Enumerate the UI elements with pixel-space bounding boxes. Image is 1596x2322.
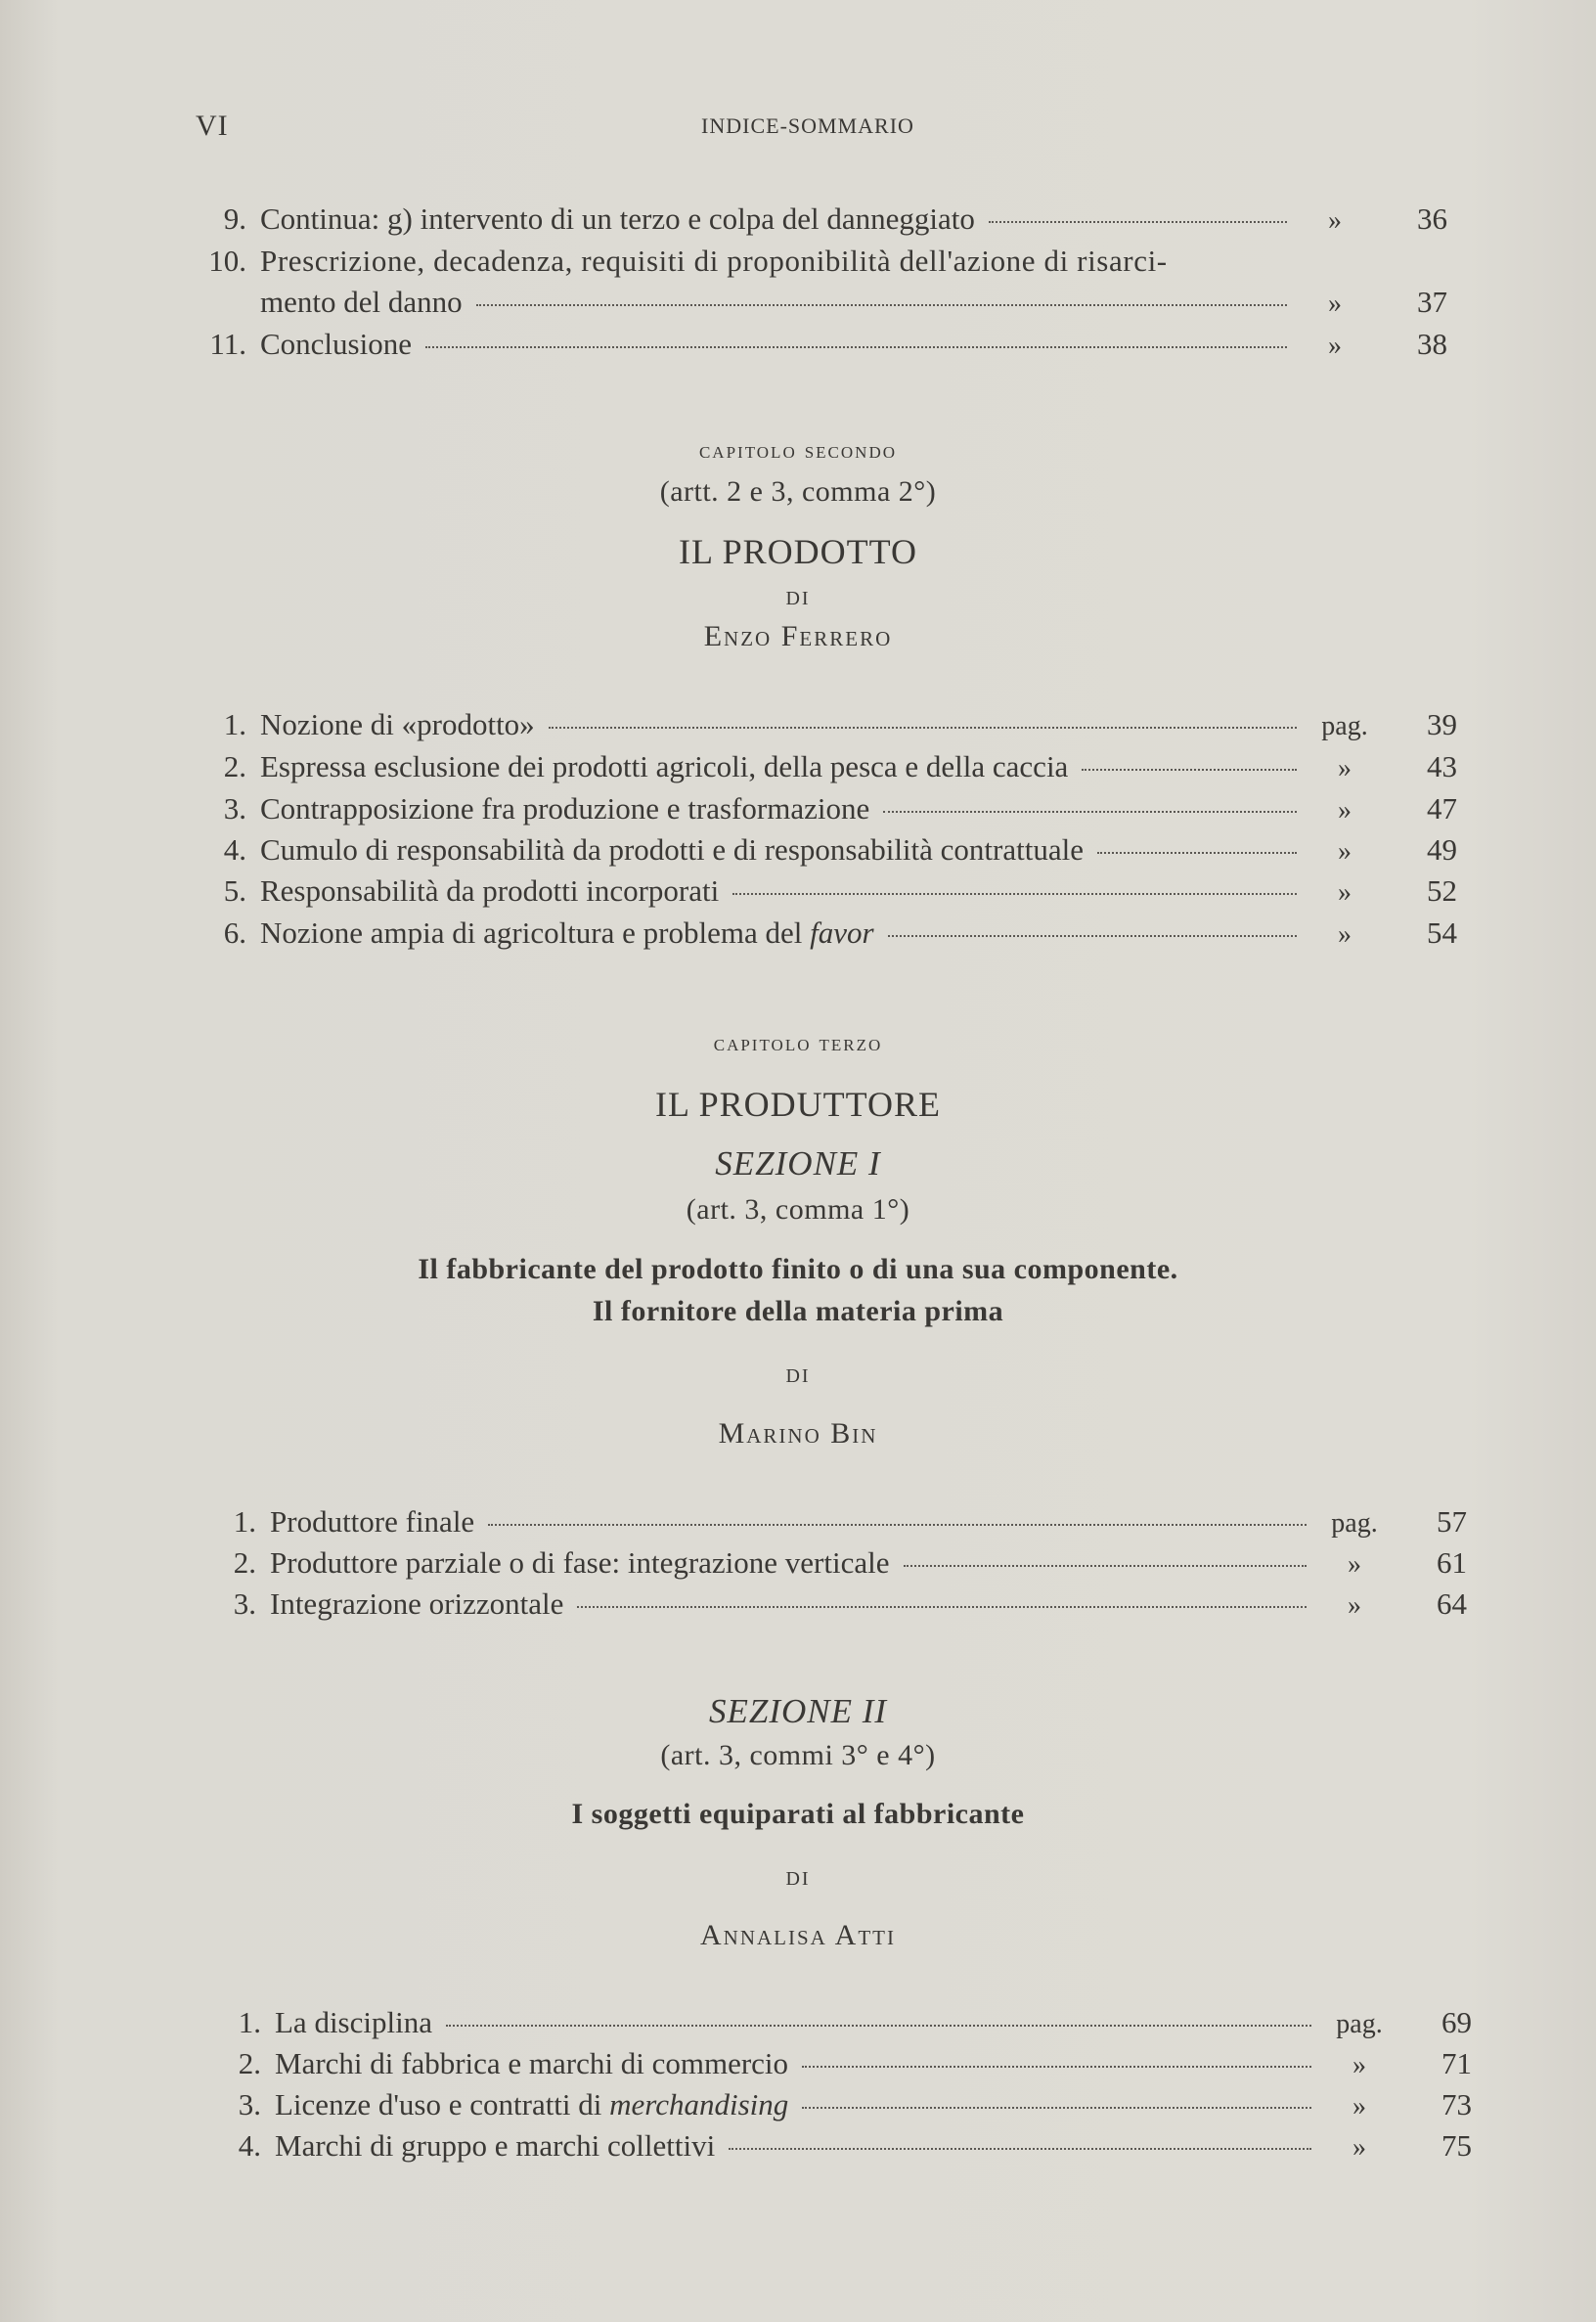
section-articles: (art. 3, comma 1°) [686, 1193, 910, 1226]
entry-number: 2. [233, 1545, 256, 1580]
entry-number: 3. [233, 1586, 256, 1621]
toc-entry [196, 873, 1457, 916]
entry-ref: » [1338, 836, 1352, 867]
entry-number: 1. [233, 1504, 256, 1539]
dot-leader [729, 2148, 1311, 2150]
entry-page: 39 [1427, 707, 1457, 741]
entry-ref: » [1348, 1549, 1361, 1580]
dot-leader [446, 2025, 1311, 2027]
entry-page: 64 [1437, 1586, 1467, 1621]
dot-leader [802, 2107, 1311, 2109]
entry-title: Nozione ampia di agricoltura e problema del favor [260, 915, 874, 950]
entry-title: Contrapposizione fra produzione e trasformazione [260, 791, 870, 826]
toc-entry-continuation [196, 285, 1447, 328]
running-head [0, 110, 1596, 149]
toc-entry [205, 1586, 1467, 1630]
chapter-label: capitolo secondo [698, 438, 898, 464]
section-subtitle: Il fornitore della materia prima [592, 1295, 1004, 1327]
entry-number: 1. [238, 2005, 261, 2039]
entry-number: 6. [223, 915, 246, 950]
section-subtitle: Il fabbricante del prodotto finito o di una sua componente. [418, 1253, 1178, 1285]
entry-number: 11. [209, 327, 246, 361]
entry-title: Espressa esclusione dei prodotti agricoli, della pesca e della caccia [260, 749, 1069, 783]
entry-page: 36 [1417, 201, 1447, 236]
dot-leader [577, 1606, 1307, 1608]
entry-title: Cumulo di responsabilità da prodotti e di responsabilità contrattuale [260, 832, 1084, 867]
entry-ref: » [1352, 2050, 1366, 2080]
author-di: DI [785, 1365, 811, 1387]
entry-page: 38 [1417, 327, 1447, 361]
entry-title: Marchi di gruppo e marchi collettivi [275, 2128, 716, 2163]
entry-title: Integrazione orizzontale [270, 1586, 564, 1621]
entry-title: Continua: g) intervento di un terzo e colpa del danneggiato [260, 201, 975, 236]
toc-entry [205, 1545, 1467, 1588]
entry-title: Produttore parziale o di fase: integrazione verticale [270, 1545, 890, 1580]
dot-leader [883, 811, 1297, 813]
entry-title: Marchi di fabbrica e marchi di commercio [275, 2046, 789, 2080]
entry-title: Conclusione [260, 327, 412, 361]
entry-ref: » [1328, 289, 1342, 319]
entry-title: La disciplina [275, 2005, 432, 2039]
toc-entry [196, 832, 1457, 875]
section-author: Marino Bin [718, 1417, 878, 1450]
toc-entry [196, 327, 1447, 370]
entry-number: 4. [238, 2128, 261, 2163]
entry-ref: » [1338, 753, 1352, 783]
entry-title: Licenze d'uso e contratti di merchandising [275, 2087, 789, 2121]
toc-entry [196, 707, 1457, 750]
chapter-articles: (artt. 2 e 3, comma 2°) [659, 475, 937, 508]
dot-leader [549, 727, 1297, 729]
entry-ref: » [1328, 331, 1342, 361]
entry-title-continued: mento del danno [260, 285, 463, 319]
chapter-title: IL PRODOTTO [679, 532, 917, 571]
entry-number: 2. [238, 2046, 261, 2080]
dot-leader [488, 1524, 1307, 1526]
toc-entry [196, 915, 1457, 959]
section-title: SEZIONE I [715, 1144, 881, 1183]
entry-title: Responsabilità da prodotti incorporati [260, 873, 720, 908]
author-di: DI [785, 1868, 811, 1890]
toc-entry [205, 1504, 1467, 1547]
toc-entry [210, 2128, 1472, 2171]
entry-title: Produttore finale [270, 1504, 475, 1539]
section-articles: (art. 3, commi 3° e 4°) [660, 1739, 936, 1771]
page-folio: VI [196, 110, 229, 142]
entry-number: 3. [238, 2087, 261, 2121]
toc-entry [196, 749, 1457, 792]
chapter-label: capitolo terzo [713, 1031, 883, 1056]
dot-leader [802, 2066, 1311, 2068]
entry-number: 9. [223, 201, 246, 236]
entry-ref: » [1352, 2132, 1366, 2163]
entry-ref: pag. [1331, 1508, 1378, 1539]
entry-number: 10. [208, 244, 246, 278]
dot-leader [989, 221, 1287, 223]
chapter-title: IL PRODUTTORE [655, 1085, 941, 1124]
toc-entry [196, 791, 1457, 834]
dot-leader [888, 935, 1297, 937]
entry-page: 61 [1437, 1545, 1467, 1580]
entry-ref: » [1352, 2091, 1366, 2121]
entry-ref: » [1338, 877, 1352, 908]
entry-page: 43 [1427, 749, 1457, 783]
section-subtitle: I soggetti equiparati al fabbricante [571, 1798, 1025, 1830]
entry-ref: » [1348, 1590, 1361, 1621]
entry-ref: » [1328, 205, 1342, 236]
entry-ref: pag. [1321, 711, 1368, 741]
entry-page: 49 [1427, 832, 1457, 867]
dot-leader [904, 1565, 1308, 1567]
entry-title: Prescrizione, decadenza, requisiti di proponibilità dell'azione di risarci- [260, 244, 1168, 278]
entry-ref: » [1338, 919, 1352, 950]
dot-leader [1082, 769, 1297, 771]
entry-page: 75 [1441, 2128, 1472, 2163]
author-di: DI [785, 588, 811, 609]
entry-number: 3. [223, 791, 246, 826]
toc-entry [210, 2046, 1472, 2089]
dot-leader [732, 893, 1297, 895]
entry-page: 71 [1441, 2046, 1472, 2080]
entry-page: 47 [1427, 791, 1457, 826]
entry-ref: » [1338, 795, 1352, 826]
dot-leader [476, 304, 1287, 306]
toc-entry [196, 244, 1447, 287]
entry-page: 52 [1427, 873, 1457, 908]
section-author: Annalisa Atti [700, 1919, 896, 1951]
entry-page: 37 [1417, 285, 1447, 319]
entry-ref: pag. [1336, 2009, 1383, 2039]
section-title: SEZIONE II [708, 1692, 888, 1730]
entry-title: Nozione di «prodotto» [260, 707, 535, 741]
entry-page: 69 [1441, 2005, 1472, 2039]
dot-leader [1097, 852, 1297, 854]
entry-page: 73 [1441, 2087, 1472, 2121]
toc-entry [196, 201, 1447, 245]
toc-entry [210, 2087, 1472, 2130]
entry-number: 4. [223, 832, 246, 867]
entry-page: 57 [1437, 1504, 1467, 1539]
entry-number: 5. [223, 873, 246, 908]
chapter-author: Enzo Ferrero [703, 620, 893, 652]
entry-number: 2. [223, 749, 246, 783]
dot-leader [425, 346, 1287, 348]
toc-entry [210, 2005, 1472, 2048]
entry-number: 1. [223, 707, 246, 741]
running-head-title: INDICE-SOMMARIO [701, 113, 914, 138]
entry-page: 54 [1427, 915, 1457, 950]
